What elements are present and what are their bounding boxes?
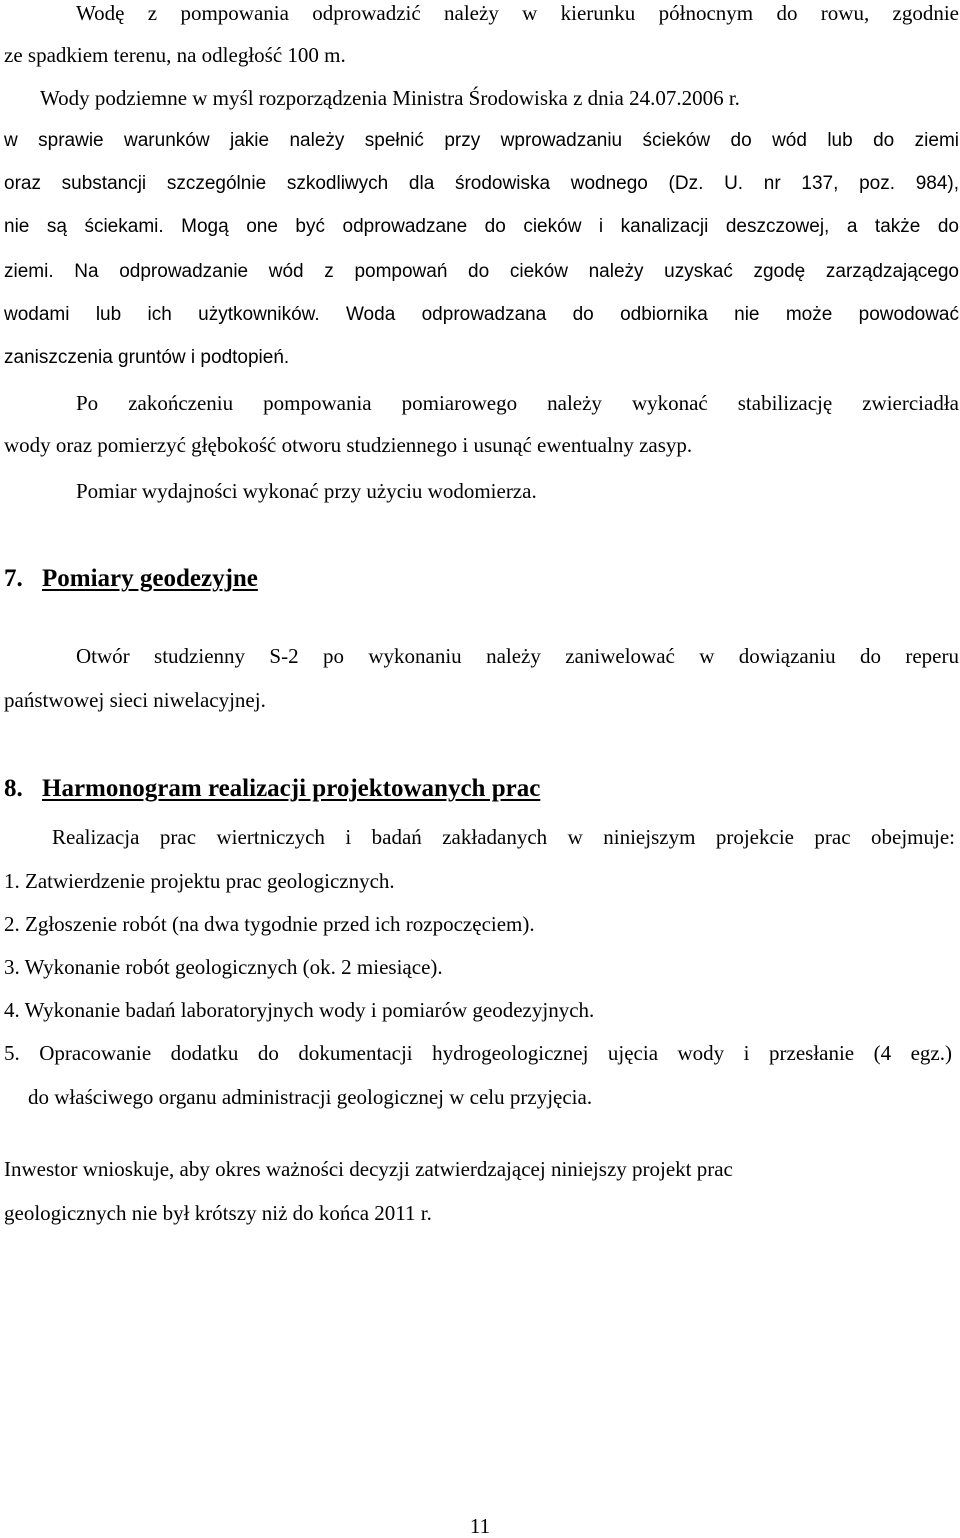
list-item: 2. Zgłoszenie robót (na dwa tygodnie przed ich rozpoczęciem).	[4, 912, 535, 936]
section-8-intro: Realizacja prac wiertniczych i badań zakładanych w niniejszym projekcie prac obejmuje:	[52, 825, 955, 849]
section-7-title: Pomiary geodezyjne	[42, 565, 258, 592]
section-8-heading	[4, 776, 540, 801]
list-item: 4. Wykonanie badań laboratoryjnych wody i pomiarów geodezyjnych.	[4, 998, 595, 1022]
list-item: 1. Zatwierdzenie projektu prac geologicznych.	[4, 869, 395, 893]
paragraph-2-line-5: ziemi. Na odprowadzanie wód z pompowań do cieków należy uzyskać zgodę zarządzającego	[4, 261, 959, 282]
paragraph-3-line-2: wody oraz pomierzyć głębokość otworu studziennego i usunąć ewentualny zasyp.	[4, 433, 693, 457]
section-7-line-1: Otwór studzienny S-2 po wykonaniu należy zaniwelować w dowiązaniu do reperu	[76, 644, 959, 668]
paragraph-3-line-1: Po zakończeniu pompowania pomiarowego należy wykonać stabilizację zwierciadła	[76, 391, 959, 415]
page-number: 11	[469, 1514, 491, 1538]
paragraph-1-line-2: ze spadkiem terenu, na odległość 100 m.	[4, 43, 346, 67]
section-7-heading	[4, 566, 258, 591]
list-item: 5. Opracowanie dodatku do dokumentacji hydrogeologicznej ujęcia wody i przesłanie (4 egz.)	[4, 1041, 952, 1065]
paragraph-1-line-1: Wodę z pompowania odprowadzić należy w kierunku północnym do rowu, zgodnie	[76, 1, 959, 25]
list-item-continuation: do właściwego organu administracji geologicznej w celu przyjęcia.	[28, 1085, 593, 1109]
closing-line-1: Inwestor wnioskuje, aby okres ważności decyzji zatwierdzającej niniejszy projekt prac	[4, 1157, 733, 1181]
section-8-number: 8.	[4, 775, 23, 802]
section-8-title: Harmonogram realizacji projektowanych prac	[42, 775, 541, 802]
list-item: 3. Wykonanie robót geologicznych (ok. 2 miesiące).	[4, 955, 443, 979]
paragraph-2-line-2: w sprawie warunków jakie należy spełnić przy wprowadzaniu ścieków do wód lub do ziemi	[4, 130, 959, 151]
paragraph-3-line-3: Pomiar wydajności wykonać przy użyciu wodomierza.	[76, 479, 537, 503]
paragraph-2-line-3: oraz substancji szczególnie szkodliwych dla środowiska wodnego (Dz. U. nr 137, poz. 984),	[4, 173, 959, 194]
paragraph-2-line-7: zaniszczenia gruntów i podtopień.	[4, 347, 290, 368]
paragraph-2-line-6: wodami lub ich użytkowników. Woda odprowadzana do odbiornika nie może powodować	[4, 304, 959, 325]
paragraph-2-line-4: nie są ściekami. Mogą one być odprowadzane do cieków i kanalizacji deszczowej, a także do	[4, 216, 959, 237]
section-7-number: 7.	[4, 565, 23, 592]
section-7-line-2: państwowej sieci niwelacyjnej.	[4, 688, 266, 712]
paragraph-2-line-1: Wody podziemne w myśl rozporządzenia Ministra Środowiska z dnia 24.07.2006 r.	[40, 86, 740, 110]
closing-line-2: geologicznych nie był krótszy niż do końca 2011 r.	[4, 1201, 432, 1225]
